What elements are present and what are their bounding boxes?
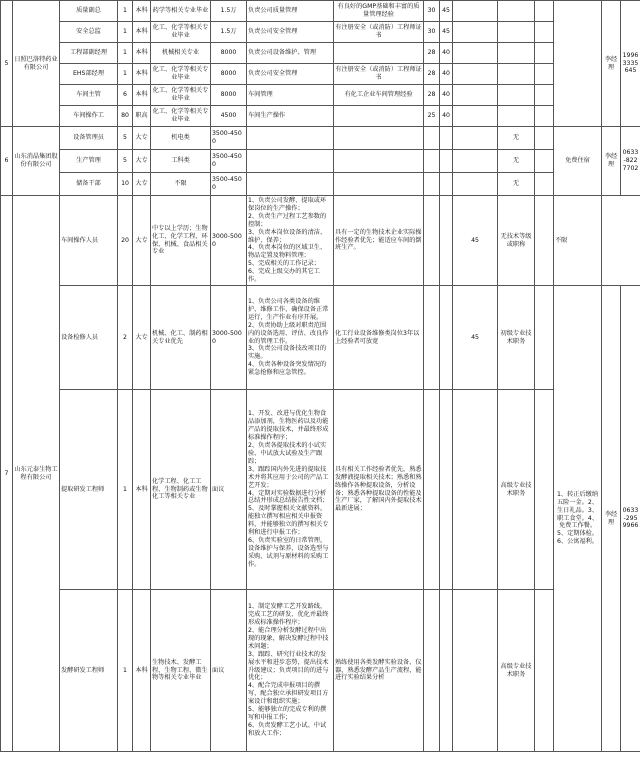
job-count: 10 bbox=[118, 173, 133, 196]
job-major: 化工、化学等相关专业毕业 bbox=[151, 22, 211, 43]
company-name: 山东消晶集团股份有限公司 bbox=[13, 127, 60, 196]
job-major: 工科类 bbox=[151, 150, 211, 173]
job-education: 本科 bbox=[133, 43, 151, 64]
table-row bbox=[1, 22, 640, 43]
job-professional-title: 高级专业技术职务 bbox=[498, 590, 535, 752]
job-title: 车间操作工 bbox=[60, 106, 118, 127]
company-name: 山东元泰生物工程有限公司 bbox=[13, 196, 60, 752]
job-requirement: 有化工企业车间管理经验 bbox=[334, 85, 424, 106]
job-age-max: 40 bbox=[440, 106, 453, 127]
job-duty: 负责公司设备维护、管理 bbox=[247, 43, 334, 64]
job-major: 机电类 bbox=[151, 127, 211, 150]
job-requirement bbox=[334, 106, 424, 127]
job-age-max: 40 bbox=[440, 85, 453, 106]
job-other: 不限 bbox=[554, 196, 602, 286]
job-salary: 面议 bbox=[211, 390, 247, 590]
job-salary: 8000 bbox=[211, 85, 247, 106]
job-salary: 3500-4500 bbox=[211, 150, 247, 173]
job-requirement bbox=[334, 43, 424, 64]
job-count: 1 bbox=[118, 590, 133, 752]
job-major: 不限 bbox=[151, 173, 211, 196]
company-benefit: 1、转正后缴纳五险一金。2、生日礼品。3、职工食堂。4、免费工作餐。5、定期体检。6、公寓福利。 bbox=[554, 286, 602, 752]
job-education: 本科 bbox=[133, 85, 151, 106]
table-row bbox=[1, 173, 640, 196]
contact-phone: 19963335645 bbox=[621, 1, 640, 127]
job-major: 机械相关专业 bbox=[151, 43, 211, 64]
job-age-min: 28 bbox=[424, 43, 440, 64]
job-requirement: 熟练使用各类发酵实验设备、仪器，熟悉发酵产品生产流程，能进行实验结果分析 bbox=[334, 590, 424, 752]
table-row bbox=[1, 64, 640, 85]
job-salary: 4500 bbox=[211, 106, 247, 127]
job-duty: 负责公司质量管理 bbox=[247, 1, 334, 22]
job-salary: 8000 bbox=[211, 43, 247, 64]
table-row bbox=[1, 150, 640, 173]
job-professional-title: 无技术等级或职称 bbox=[498, 196, 535, 286]
job-professional-title: 初级专业技术职务 bbox=[498, 286, 535, 390]
job-major: 药学等相关专业毕业 bbox=[151, 1, 211, 22]
job-education: 大专 bbox=[133, 196, 151, 286]
job-title: 车间主管 bbox=[60, 85, 118, 106]
job-count: 1 bbox=[118, 64, 133, 85]
table-row bbox=[1, 127, 640, 150]
job-age-min: 30 bbox=[424, 1, 440, 22]
job-age-max: 45 bbox=[453, 286, 498, 390]
job-requirement: 有注册安全（或消防）工程师证书 bbox=[334, 64, 424, 85]
job-education: 本科 bbox=[133, 22, 151, 43]
job-title: 设备检修人员 bbox=[60, 286, 118, 390]
company-name: 日照巴洛特药业有限公司 bbox=[13, 1, 60, 127]
job-other: 无 bbox=[498, 173, 535, 196]
job-requirement: 有注册安全（或消防）工程师证书 bbox=[334, 22, 424, 43]
job-title: 工程部副经理 bbox=[60, 43, 118, 64]
job-education: 本科 bbox=[133, 64, 151, 85]
job-requirement: 化工行业设备维修类岗位3年以上经验者可放宽 bbox=[334, 286, 424, 390]
job-title: 提取研发工程师 bbox=[60, 390, 118, 590]
job-count: 6 bbox=[118, 85, 133, 106]
job-title: 设备管理员 bbox=[60, 127, 118, 150]
job-age-max: 40 bbox=[440, 43, 453, 64]
job-salary: 1.5万 bbox=[211, 22, 247, 43]
job-age-max: 45 bbox=[440, 1, 453, 22]
job-major: 化工、化学等相关专业毕业 bbox=[151, 106, 211, 127]
job-education: 大专 bbox=[133, 150, 151, 173]
job-duty: 车间生产操作 bbox=[247, 106, 334, 127]
job-salary: 1.5万 bbox=[211, 1, 247, 22]
job-other: 无 bbox=[498, 150, 535, 173]
job-count: 2 bbox=[118, 286, 133, 390]
job-duty: 负责公司安全管理 bbox=[247, 64, 334, 85]
job-education: 本科 bbox=[133, 390, 151, 590]
job-title: 质量副总 bbox=[60, 1, 118, 22]
job-duty: 1、开发、改进与优化生物食品添加剂，生物医药以及功能产品的提取技术，并最终形成标准操作程序； 2、负责各提取技术的小试实验、中试放大试验及生产跟踪； 3、跟踪国内外先进的提取技术并将其应用于公司的产品工艺开发； 4、定期对实验数据进行分析总结并形成总结报告性文档； 5、及时掌握相关文献资料，能独立撰写相应相关申报资料，并能够独立的撰写相关专利和进行申报工作； 6、负责实验室的日常管理，设备维护与保养，设备选型与采购、试剂与原材料的采购工作。 bbox=[247, 390, 334, 590]
contact-person: 李经理 bbox=[602, 127, 621, 196]
job-title: 生产管理 bbox=[60, 150, 118, 173]
job-age-min: 28 bbox=[424, 85, 440, 106]
table-row bbox=[1, 1, 640, 22]
job-professional-title: 高级专业技术职务 bbox=[498, 390, 535, 590]
job-major: 化工、化学等相关专业毕业 bbox=[151, 85, 211, 106]
job-count: 5 bbox=[118, 150, 133, 173]
job-education: 大专 bbox=[133, 127, 151, 150]
job-count: 1 bbox=[118, 1, 133, 22]
job-duty: 1、负责公司各类设备的维护、维修工作，确保设备正常运行，生产作业有序开展。 2、负责协助上级对职责范围内的设备选用、评估、改良作业的管理工作。 3、负责公司设备技改项目的实施。 4、负责各种设备突发情况的紧急抢修和应急管控。 bbox=[247, 286, 334, 390]
job-requirement: 具有一定的生物技术企业实际操作经验者优先；能适应车间的倒班生产。 bbox=[334, 196, 424, 286]
job-title: 安全总监 bbox=[60, 22, 118, 43]
job-requirement: 有良好的GMP基础和丰富的质量管理经验 bbox=[334, 1, 424, 22]
job-title: 车间操作人员 bbox=[60, 196, 118, 286]
job-education: 本科 bbox=[133, 590, 151, 752]
job-duty: 1、制定发酵工艺开发路线，完成工艺的研发、优化并最终形成标准操作程序； 2、能合理分析发酵过程中出现的现象，解决发酵过程中技术问题； 3、跟踪、研究行业技术的发展水平和进步态势，提出技术升级建议；负责项目的的进与优化； 4、配合完成申报项目的撰写，配合独立承担研发项目方案设计和组织实施； 5、能够独立的完成专利的撰写和申报工作； 6、负责发酵工艺小试、中试和放大工作； bbox=[247, 590, 334, 752]
contact-phone: 0633-2959966 bbox=[621, 286, 640, 752]
job-age-min: 28 bbox=[424, 64, 440, 85]
job-education: 本科 bbox=[133, 1, 151, 22]
job-age-min: 30 bbox=[424, 22, 440, 43]
table-row bbox=[1, 286, 640, 390]
job-count: 1 bbox=[118, 22, 133, 43]
job-education: 职高 bbox=[133, 106, 151, 127]
job-count: 20 bbox=[118, 196, 133, 286]
company-number: 5 bbox=[1, 1, 13, 127]
job-age-min: 25 bbox=[424, 106, 440, 127]
job-salary: 3000-5000 bbox=[211, 196, 247, 286]
contact-person: 李经理 bbox=[602, 286, 621, 752]
table-row bbox=[1, 106, 640, 127]
job-salary: 8000 bbox=[211, 64, 247, 85]
job-count: 80 bbox=[118, 106, 133, 127]
job-major: 生物技术、发酵工程、生物工程、微生物等相关专业毕业 bbox=[151, 590, 211, 752]
job-major: 机械、化工、制药相关专业优先 bbox=[151, 286, 211, 390]
job-salary: 面议 bbox=[211, 590, 247, 752]
table-row bbox=[1, 196, 640, 286]
job-salary: 3000-5000 bbox=[211, 286, 247, 390]
contact-person: 李经理 bbox=[602, 1, 621, 127]
job-age-max: 40 bbox=[440, 64, 453, 85]
table-row bbox=[1, 590, 640, 752]
job-education: 大专 bbox=[133, 173, 151, 196]
job-salary: 3500-4500 bbox=[211, 127, 247, 150]
table-row bbox=[1, 85, 640, 106]
job-requirement: 具有相关工作经验者优先，熟悉发酵液提取相关技术；熟悉和熟练操作各种提取设备，分析设备；熟悉各种提取设备的性能及生产厂家，了解国内外提取技术最新进展； bbox=[334, 390, 424, 590]
job-other: 无 bbox=[498, 127, 535, 150]
company-benefit: 免费住宿 bbox=[554, 127, 602, 196]
job-major: 化学工程、化工工程、生物制药或生物化工等相关专业 bbox=[151, 390, 211, 590]
job-salary: 3500-4500 bbox=[211, 173, 247, 196]
job-count: 5 bbox=[118, 127, 133, 150]
job-education: 大专 bbox=[133, 286, 151, 390]
company-number: 7 bbox=[1, 196, 13, 752]
contact-phone: 0633-8227702 bbox=[621, 127, 640, 196]
company-number: 6 bbox=[1, 127, 13, 196]
job-duty: 负责公司安全管理 bbox=[247, 22, 334, 43]
job-duty: 车间管理 bbox=[247, 85, 334, 106]
job-count: 1 bbox=[118, 43, 133, 64]
job-major: 中专以上学历；生物化工、化学工程、环保、机械、食品相关专业 bbox=[151, 196, 211, 286]
job-title: 储备干部 bbox=[60, 173, 118, 196]
job-major: 化工、化学等相关专业毕业 bbox=[151, 64, 211, 85]
job-duty: 1、负责公司发酵、提取或环保岗位的生产操作； 2、负责生产过程工艺参数的控制； 3、负责本岗位设备的清洁、维护、保养； 4、负责本岗位的区域卫生、物品定置及物料管理； 5、完成相关的工作记录； 6、完成上级交办的其它工作。 bbox=[247, 196, 334, 286]
job-title: 发酵研发工程师 bbox=[60, 590, 118, 752]
job-age-max: 45 bbox=[453, 196, 498, 286]
table-row bbox=[1, 43, 640, 64]
job-age-max: 45 bbox=[440, 22, 453, 43]
job-count: 1 bbox=[118, 390, 133, 590]
job-title: EHS部经理 bbox=[60, 64, 118, 85]
table-row bbox=[1, 390, 640, 590]
